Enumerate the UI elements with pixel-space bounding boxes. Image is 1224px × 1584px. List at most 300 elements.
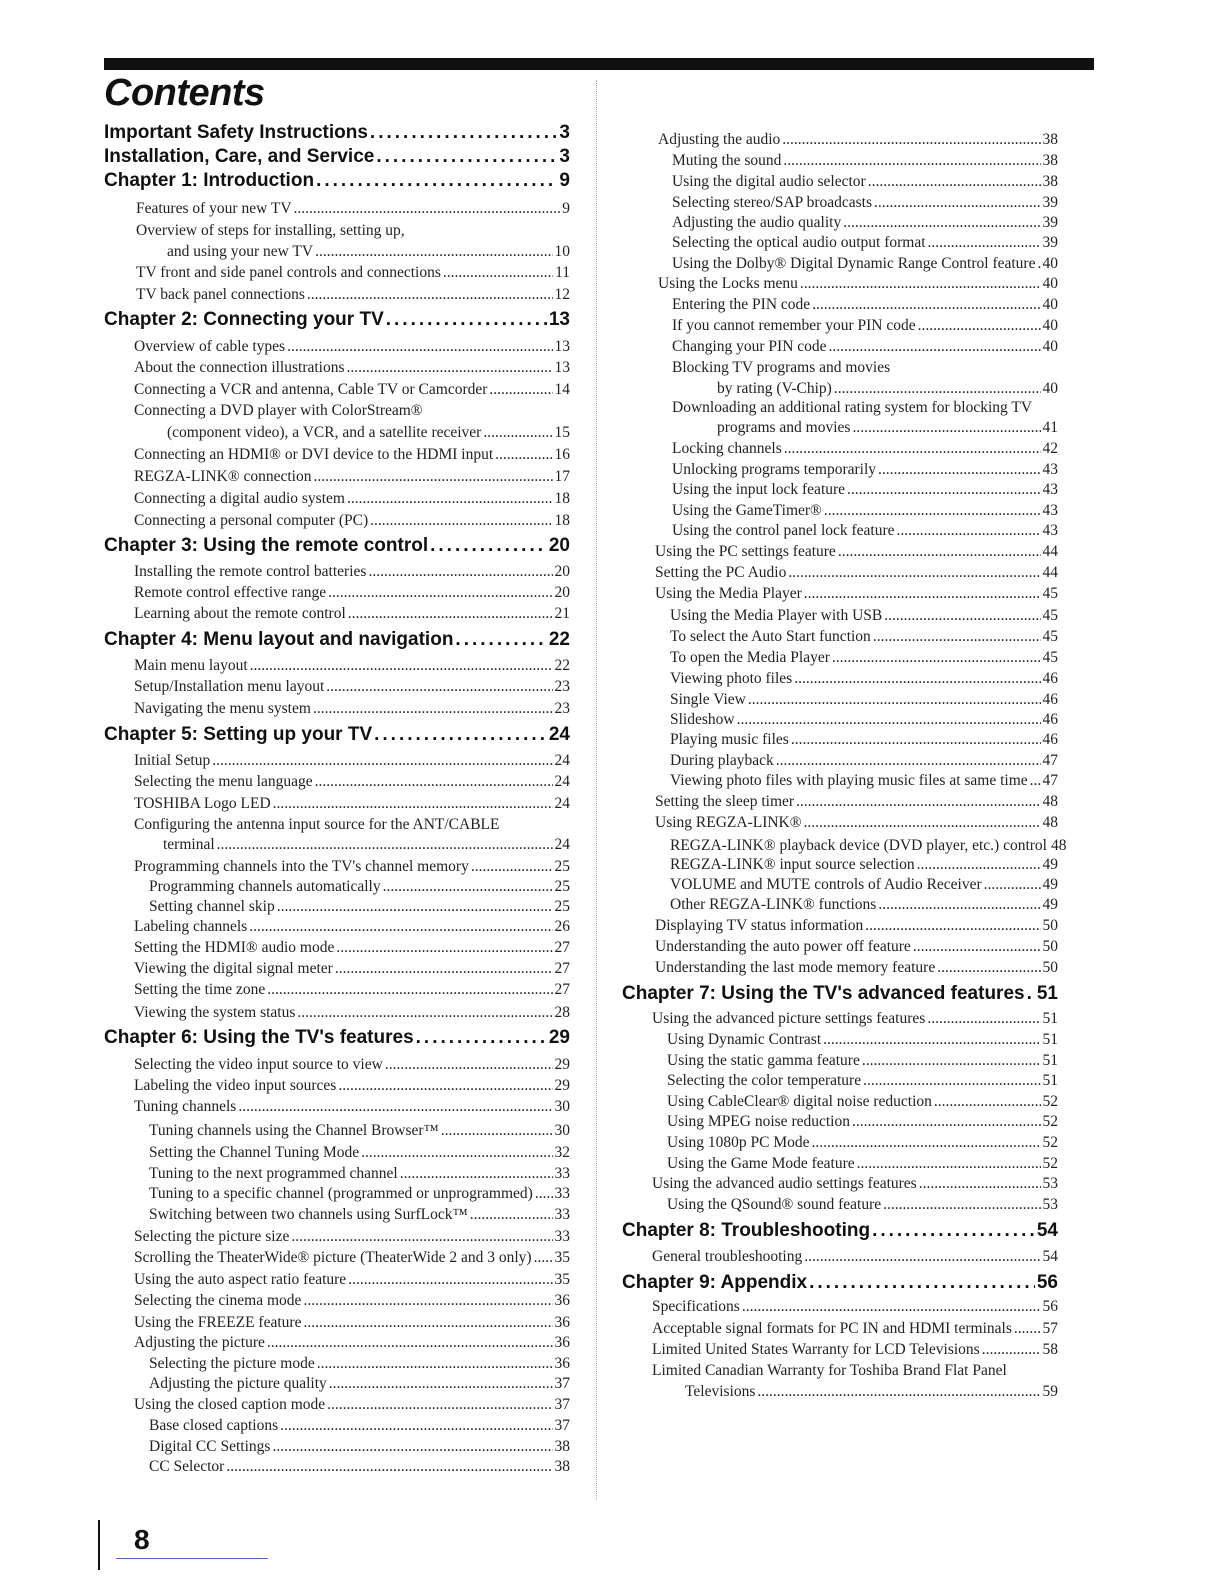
toc-entry — [134, 816, 570, 834]
toc-entry-title: Chapter 6: Using the TV's features — [104, 1027, 414, 1048]
toc-page-number: 10 — [554, 243, 570, 260]
toc-entry — [672, 194, 1058, 212]
toc-dot-leader — [742, 1298, 1041, 1316]
toc-dot-leader — [804, 814, 1041, 832]
toc-page-number: 45 — [1042, 628, 1058, 645]
toc-page-number: 52 — [1042, 1093, 1058, 1110]
toc-page-number: 13 — [554, 338, 570, 355]
toc-entry-title: To select the Auto Start function — [670, 628, 871, 645]
toc-entry — [134, 402, 570, 420]
toc-page-number: 23 — [554, 700, 570, 717]
toc-entry-title: Viewing the digital signal meter — [134, 960, 333, 977]
toc-entry — [667, 1072, 1058, 1090]
toc-entry-title: by rating (V-Chip) — [717, 380, 832, 397]
toc-entry — [672, 399, 1058, 417]
toc-page-number: 38 — [554, 1438, 570, 1455]
toc-dot-leader — [347, 359, 553, 377]
toc-entry-title: Tuning to the next programmed channel — [149, 1165, 398, 1182]
toc-dot-leader — [794, 670, 1040, 688]
toc-entry — [672, 152, 1058, 170]
toc-entry — [149, 898, 570, 916]
toc-page-number: 42 — [1042, 440, 1058, 457]
toc-page-number: 54 — [1036, 1220, 1058, 1241]
toc-entry — [134, 512, 570, 530]
toc-entry-title: Setting the time zone — [134, 981, 266, 998]
toc-entry-title: Using the FREEZE feature — [134, 1314, 302, 1331]
toc-dot-leader — [782, 131, 1040, 149]
toc-entry-title: Downloading an additional rating system for blocking TV — [672, 399, 1033, 416]
toc-dot-leader — [272, 1438, 552, 1456]
toc-page-number: 45 — [1042, 649, 1058, 666]
toc-page-number: 33 — [554, 1165, 570, 1182]
toc-page-number: 43 — [1042, 481, 1058, 498]
toc-page-number: 26 — [554, 918, 570, 935]
toc-dot-leader — [441, 1122, 553, 1140]
toc-page-number: 48 — [1042, 793, 1058, 810]
toc-page-number: 20 — [554, 563, 570, 580]
toc-page-number: 36 — [554, 1314, 570, 1331]
toc-dot-leader — [852, 1113, 1041, 1131]
toc-dot-leader — [316, 170, 557, 192]
toc-entry — [134, 752, 570, 770]
toc-dot-leader — [226, 1458, 552, 1476]
toc-dot-leader — [400, 1165, 553, 1183]
toc-entry — [717, 419, 1058, 437]
toc-entry — [670, 649, 1058, 667]
toc-entry-title: (component video), a VCR, and a satellite receiver — [167, 424, 482, 441]
toc-entry-title: Unlocking programs temporarily — [672, 461, 877, 478]
toc-entry — [167, 424, 570, 442]
toc-page-number: 40 — [1042, 380, 1058, 397]
toc-entry-title: Scrolling the TheaterWide® picture (TheaterWide 2 and 3 only) — [134, 1249, 532, 1266]
toc-dot-leader — [804, 585, 1041, 603]
toc-entry-title: Using the QSound® sound feature — [667, 1196, 882, 1213]
toc-dot-leader — [823, 1031, 1040, 1049]
toc-page-number: 29 — [548, 1027, 570, 1048]
toc-entry — [667, 1031, 1058, 1049]
toc-page-number: 29 — [554, 1077, 570, 1094]
toc-page-number: 24 — [554, 795, 570, 812]
toc-dot-leader — [927, 1010, 1040, 1028]
toc-dot-leader — [737, 711, 1041, 729]
toc-dot-leader — [212, 752, 552, 770]
toc-entry — [134, 338, 570, 356]
toc-page-number: 11 — [555, 264, 570, 281]
toc-page-number: 35 — [554, 1249, 570, 1266]
toc-entry — [667, 1113, 1058, 1131]
toc-page-number: 37 — [554, 1375, 570, 1392]
toc-entry-title: Labeling channels — [134, 918, 248, 935]
toc-entry-title: Initial Setup — [134, 752, 211, 769]
toc-dot-leader — [280, 1417, 552, 1435]
toc-entry-title: TV back panel connections — [136, 286, 305, 303]
toc-entry — [134, 1292, 570, 1310]
toc-dot-leader — [832, 649, 1041, 667]
toc-dot-leader — [313, 700, 553, 718]
toc-entry — [670, 837, 1067, 855]
toc-page-number: 36 — [554, 1292, 570, 1309]
toc-dot-leader — [784, 440, 1041, 458]
toc-entry — [134, 381, 570, 399]
toc-entry — [652, 1320, 1058, 1338]
toc-entry — [670, 752, 1058, 770]
toc-entry-title: Using the closed caption mode — [134, 1396, 326, 1413]
toc-dot-leader — [273, 795, 553, 813]
toc-entry — [652, 1010, 1058, 1028]
toc-page-number: 45 — [1042, 585, 1058, 602]
toc-entry-title: Using Dynamic Contrast — [667, 1031, 822, 1048]
toc-entry-title: Overview of cable types — [134, 338, 286, 355]
toc-page-number: 46 — [1042, 711, 1058, 728]
toc-page-number: 32 — [554, 1144, 570, 1161]
toc-dot-leader — [812, 1134, 1041, 1152]
toc-entry-title: Switching between two channels using SurfLock™ — [149, 1206, 468, 1223]
toc-dot-leader — [455, 629, 546, 651]
toc-entry — [149, 1458, 570, 1476]
toc-page-number: 40 — [1042, 338, 1058, 355]
toc-entry-title: TOSHIBA Logo LED — [134, 795, 271, 812]
toc-dot-leader — [1014, 1320, 1041, 1338]
toc-entry-title: Navigating the menu system — [134, 700, 311, 717]
toc-entry — [652, 1341, 1058, 1359]
toc-page-number: 41 — [1042, 419, 1058, 436]
toc-entry — [672, 214, 1058, 232]
toc-chapter-heading — [104, 535, 570, 557]
toc-entry-title: Using the Media Player — [655, 585, 802, 602]
toc-entry-title: Chapter 1: Introduction — [104, 170, 315, 191]
toc-page-number: 33 — [554, 1206, 570, 1223]
toc-entry — [134, 657, 570, 675]
toc-page-number: 36 — [554, 1334, 570, 1351]
toc-entry-title: General troubleshooting — [652, 1248, 803, 1265]
toc-page-number: 52 — [1042, 1134, 1058, 1151]
toc-entry-title: Using the Game Mode feature — [667, 1155, 855, 1172]
toc-dot-leader — [430, 535, 547, 557]
toc-entry-title: Adjusting the audio quality — [672, 214, 842, 231]
toc-chapter-heading — [104, 309, 570, 331]
toc-dot-leader — [315, 243, 552, 261]
toc-dot-leader — [934, 1093, 1041, 1111]
toc-entry-title: Blocking TV programs and movies — [672, 359, 891, 376]
toc-page-number: 27 — [554, 960, 570, 977]
toc-page-number: 33 — [554, 1228, 570, 1245]
toc-entry-title: Using CableClear® digital noise reduction — [667, 1093, 932, 1110]
toc-entry — [134, 1271, 570, 1289]
toc-chapter-heading — [622, 1272, 1058, 1294]
toc-page-number: 45 — [1042, 607, 1058, 624]
toc-dot-leader — [303, 1292, 552, 1310]
toc-page-number: 24 — [554, 773, 570, 790]
toc-entry-title: REGZA-LINK® input source selection — [670, 856, 915, 873]
toc-entry-title: Locking channels — [672, 440, 782, 457]
toc-entry-title: Programming channels into the TV's channel memory — [134, 858, 469, 875]
toc-page-number: 46 — [1042, 731, 1058, 748]
toc-entry — [672, 359, 1058, 377]
toc-entry — [134, 1056, 570, 1074]
toc-entry — [667, 1196, 1058, 1214]
toc-page-number: 50 — [1042, 917, 1058, 934]
toc-entry — [670, 731, 1058, 749]
toc-dot-leader — [928, 234, 1041, 252]
toc-page-number: 56 — [1036, 1272, 1058, 1293]
toc-entry — [655, 543, 1058, 561]
toc-dot-leader — [416, 1027, 547, 1049]
toc-page-number: 51 — [1042, 1010, 1058, 1027]
toc-entry — [149, 1438, 570, 1456]
toc-entry-title: Labeling the video input sources — [134, 1077, 337, 1094]
toc-entry-title: Muting the sound — [672, 152, 782, 169]
toc-entry-title: Limited United States Warranty for LCD Televisions — [652, 1341, 980, 1358]
toc-page-number: 43 — [1042, 502, 1058, 519]
toc-page-number: 23 — [554, 678, 570, 695]
toc-entry-title: Acceptable signal formats for PC IN and HDMI terminals — [652, 1320, 1012, 1337]
toc-entry-title: If you cannot remember your PIN code — [672, 317, 916, 334]
toc-dot-leader — [878, 896, 1040, 914]
page-title: Contents — [104, 72, 265, 114]
toc-dot-leader — [809, 1272, 1035, 1294]
toc-page-number: 54 — [1042, 1248, 1058, 1265]
toc-dot-leader — [829, 338, 1041, 356]
toc-page-number: 9 — [559, 170, 570, 191]
toc-entry — [672, 522, 1058, 540]
toc-entry — [670, 607, 1058, 625]
toc-entry — [134, 1228, 570, 1246]
toc-entry-title: Viewing photo files — [670, 670, 793, 687]
toc-entry-title: Selecting the menu language — [134, 773, 313, 790]
toc-entry — [149, 1355, 570, 1373]
toc-dot-leader — [804, 1248, 1040, 1266]
toc-entry-title: Setting channel skip — [149, 898, 275, 915]
toc-dot-leader — [535, 1185, 553, 1203]
toc-dot-leader — [919, 1175, 1041, 1193]
column-divider — [596, 80, 597, 1500]
toc-entry — [149, 1122, 570, 1140]
toc-page-number: 24 — [554, 836, 570, 853]
toc-page-number: 28 — [554, 1004, 570, 1021]
toc-entry — [655, 814, 1058, 832]
toc-entry — [134, 1249, 570, 1267]
toc-entry-title: Specifications — [652, 1298, 740, 1315]
toc-dot-leader — [361, 1144, 552, 1162]
toc-chapter-heading — [104, 629, 570, 651]
toc-page-number: 39 — [1042, 234, 1058, 251]
toc-dot-leader — [1030, 772, 1041, 790]
toc-entry — [672, 440, 1058, 458]
toc-entry — [134, 960, 570, 978]
toc-entry-title: Overview of steps for installing, setting up, — [136, 222, 405, 239]
toc-entry — [136, 286, 570, 304]
toc-dot-leader — [294, 200, 561, 218]
toc-chapter-heading — [622, 1220, 1058, 1242]
toc-dot-leader — [471, 858, 553, 876]
toc-entry — [670, 876, 1058, 894]
toc-entry-title: Understanding the auto power off feature — [655, 938, 911, 955]
toc-dot-leader — [297, 1004, 552, 1022]
toc-dot-leader — [796, 793, 1040, 811]
page-number-underline — [116, 1558, 268, 1559]
toc-entry-title: Using the auto aspect ratio feature — [134, 1271, 347, 1288]
toc-entry-title: Viewing the system status — [134, 1004, 296, 1021]
toc-entry — [134, 1004, 570, 1022]
toc-entry-title: Using 1080p PC Mode — [667, 1134, 810, 1151]
toc-dot-leader — [872, 1220, 1035, 1242]
toc-entry — [134, 1314, 570, 1332]
toc-page-number: 51 — [1042, 1031, 1058, 1048]
toc-dot-leader — [868, 173, 1041, 191]
toc-dot-leader — [534, 1249, 553, 1267]
toc-entry-title: Configuring the antenna input source for the ANT/CABLE — [134, 816, 500, 833]
toc-entry-title: During playback — [670, 752, 774, 769]
toc-entry-title: Using the GameTimer® — [672, 502, 822, 519]
toc-entry-title: Base closed captions — [149, 1417, 279, 1434]
toc-entry-title: Setting the PC Audio — [655, 564, 787, 581]
toc-entry — [149, 1165, 570, 1183]
toc-dot-leader — [865, 917, 1040, 935]
toc-dot-leader — [757, 1383, 1040, 1401]
toc-dot-leader — [884, 607, 1040, 625]
toc-page-number: 51 — [1036, 983, 1058, 1004]
toc-dot-leader — [327, 1396, 552, 1414]
toc-entry — [670, 772, 1058, 790]
toc-entry — [149, 1375, 570, 1393]
toc-page-number: 49 — [1042, 876, 1058, 893]
toc-page-number: 36 — [554, 1355, 570, 1372]
toc-page-number: 48 — [1042, 814, 1058, 831]
toc-entry — [672, 461, 1058, 479]
toc-page-number: 20 — [548, 535, 570, 556]
toc-page-number: 18 — [554, 512, 570, 529]
toc-entry — [667, 1155, 1058, 1173]
toc-dot-leader — [348, 1271, 552, 1289]
toc-dot-leader — [335, 960, 553, 978]
toc-dot-leader — [238, 1098, 552, 1116]
toc-entry-title: Important Safety Instructions — [104, 122, 368, 143]
page-number: 8 — [134, 1524, 150, 1555]
toc-entry-title: Other REGZA-LINK® functions — [670, 896, 877, 913]
toc-entry-title: REGZA-LINK® connection — [134, 468, 312, 485]
toc-chapter-heading — [104, 1027, 570, 1049]
toc-entry-title: Single View — [670, 691, 746, 708]
toc-entry-title: Learning about the remote control — [134, 605, 346, 622]
page-number-rule — [98, 1520, 100, 1570]
toc-page-number: 38 — [1042, 173, 1058, 190]
toc-entry — [670, 691, 1058, 709]
toc-entry — [149, 1185, 570, 1203]
toc-page-number: 35 — [554, 1271, 570, 1288]
toc-entry-title: Using the Media Player with USB — [670, 607, 883, 624]
toc-entry-title: Connecting a VCR and antenna, Cable TV or Camcorder — [134, 381, 488, 398]
toc-entry-title: Slideshow — [670, 711, 735, 728]
toc-page-number: 53 — [1042, 1196, 1058, 1213]
toc-page-number: 49 — [1042, 896, 1058, 913]
toc-page-number: 40 — [1042, 317, 1058, 334]
toc-page-number: 38 — [1042, 152, 1058, 169]
toc-entry-title: Chapter 9: Appendix — [622, 1272, 808, 1293]
toc-page-number: 39 — [1042, 214, 1058, 231]
toc-page-number: 47 — [1042, 752, 1058, 769]
toc-entry-title: Chapter 4: Menu layout and navigation — [104, 629, 454, 650]
toc-entry-title: Setup/Installation menu layout — [134, 678, 325, 695]
toc-page-number: 44 — [1042, 564, 1058, 581]
toc-entry-title: Using REGZA-LINK® — [655, 814, 802, 831]
toc-entry-title: VOLUME and MUTE controls of Audio Receiver — [670, 876, 982, 893]
toc-entry-title: Chapter 2: Connecting your TV — [104, 309, 384, 330]
toc-entry-title: Using the digital audio selector — [672, 173, 866, 190]
toc-dot-leader — [287, 338, 552, 356]
toc-entry — [655, 959, 1058, 977]
toc-entry — [167, 243, 570, 261]
toc-dot-leader — [374, 724, 547, 746]
toc-chapter-heading — [104, 170, 570, 192]
toc-entry-title: Chapter 8: Troubleshooting — [622, 1220, 871, 1241]
toc-entry — [652, 1298, 1058, 1316]
toc-dot-leader — [250, 657, 553, 675]
toc-entry — [134, 1077, 570, 1095]
toc-entry-title: Adjusting the picture quality — [149, 1375, 327, 1392]
toc-entry-title: Adjusting the picture — [134, 1334, 265, 1351]
toc-page-number: 59 — [1042, 1383, 1058, 1400]
toc-dot-leader — [843, 214, 1040, 232]
toc-page-number: 58 — [1042, 1341, 1058, 1358]
toc-dot-leader — [370, 122, 558, 144]
toc-page-number: 21 — [554, 605, 570, 622]
toc-dot-leader — [800, 275, 1041, 293]
toc-dot-leader — [847, 481, 1040, 499]
toc-entry — [667, 1134, 1058, 1152]
toc-dot-leader — [314, 468, 553, 486]
toc-page-number: 33 — [554, 1185, 570, 1202]
toc-entry-title: Playing music files — [670, 731, 789, 748]
toc-entry — [134, 605, 570, 623]
toc-dot-leader — [812, 296, 1040, 314]
toc-entry — [134, 468, 570, 486]
toc-entry-title: Chapter 5: Setting up your TV — [104, 724, 373, 745]
toc-page-number: 25 — [554, 878, 570, 895]
toc-dot-leader — [470, 1206, 553, 1224]
toc-dot-leader — [495, 446, 552, 464]
toc-page-number: 20 — [554, 584, 570, 601]
toc-page-number: 40 — [1042, 296, 1058, 313]
toc-dot-leader — [336, 939, 552, 957]
toc-page-number: 50 — [1042, 938, 1058, 955]
toc-entry-title: REGZA-LINK® playback device (DVD player, etc.) control — [670, 837, 1047, 854]
toc-entry-title: Digital CC Settings — [149, 1438, 271, 1455]
toc-dot-leader — [328, 584, 552, 602]
toc-entry-title: Selecting stereo/SAP broadcasts — [672, 194, 873, 211]
toc-entry-title: Understanding the last mode memory feature — [655, 959, 936, 976]
toc-page-number: 27 — [554, 981, 570, 998]
toc-page-number: 37 — [554, 1396, 570, 1413]
toc-dot-leader — [862, 1052, 1041, 1070]
toc-entry — [672, 296, 1058, 314]
toc-entry — [670, 628, 1058, 646]
toc-entry — [134, 795, 570, 813]
toc-entry-title: Tuning channels — [134, 1098, 237, 1115]
toc-entry — [672, 502, 1058, 520]
toc-page-number: 50 — [1042, 959, 1058, 976]
toc-entry-title: terminal — [163, 836, 215, 853]
toc-entry-title: Connecting an HDMI® or DVI device to the HDMI input — [134, 446, 494, 463]
toc-page-number: 52 — [1042, 1155, 1058, 1172]
toc-entry-title: Setting the Channel Tuning Mode — [149, 1144, 360, 1161]
toc-dot-leader — [376, 146, 557, 168]
toc-dot-leader — [483, 424, 552, 442]
toc-entry — [672, 255, 1058, 273]
toc-dot-leader — [982, 1341, 1041, 1359]
toc-entry-title: Using the Locks menu — [658, 275, 798, 292]
toc-entry-title: Selecting the color temperature — [667, 1072, 862, 1089]
toc-entry-title: Selecting the picture mode — [149, 1355, 315, 1372]
